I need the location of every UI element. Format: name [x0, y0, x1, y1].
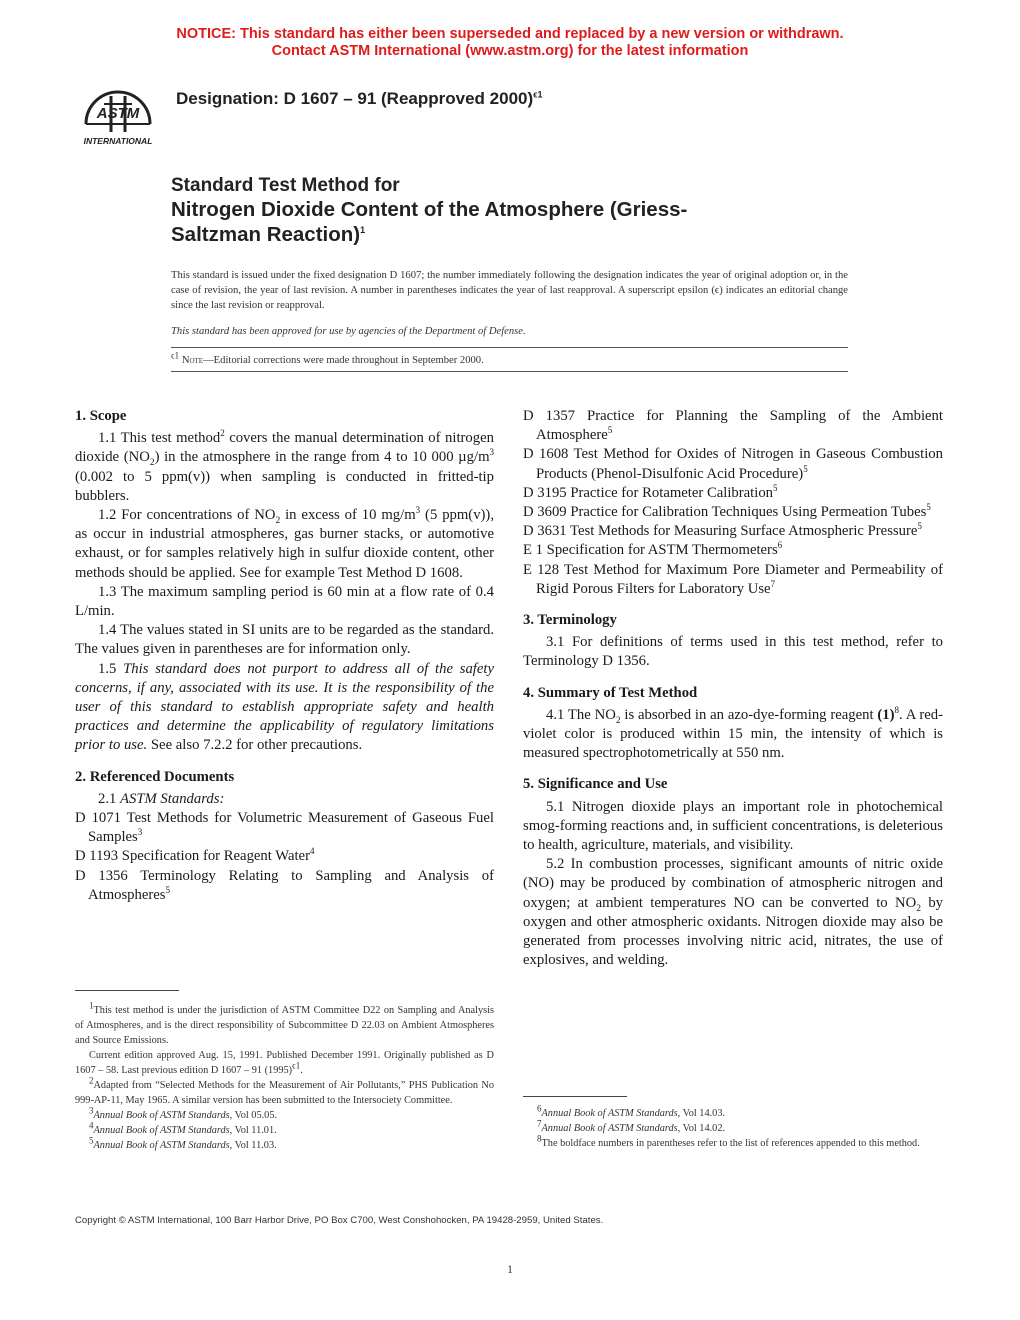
- notice-line-2: Contact ASTM International (www.astm.org) for the latest information: [271, 43, 749, 59]
- footnote-1: $^1$This test method is under the jurisdiction of ASTM Committee D22 on Sampling and Analysis of Atmospheres, and is the direct responsibility of Subcommittee D 22.03 on Ambient Atmospheres and Source Emissions.: [75, 1000, 494, 1046]
- footnote-1-edition: Current edition approved Aug. 15, 1991. Published December 1991. Originally published as D 1607 – 58. Last previous edition D 1607 – 91 $(1995)^{\epsilon 1}$.: [75, 1050, 494, 1076]
- logo-subtext: INTERNATIONAL: [83, 136, 153, 146]
- astm-international-logo: [76, 74, 160, 150]
- supersede-notice: [0, 26, 1020, 60]
- footnote-2: $^2$Adapted from “Selected Methods for the Measurement of Air Pollutants,” PHS Publication No 999-AP-11, May 1965. A similar version has been submitted to the Intersociety Committee.: [75, 1075, 494, 1106]
- title-line-3: Saltzman Reaction): [171, 223, 361, 246]
- footnote-7: $^7$Annual Book of ASTM Standards, Vol 14.02.: [537, 1118, 726, 1134]
- header-divider-bottom: [171, 371, 848, 372]
- editorial-epsilon-mark: ϵ1: [171, 350, 180, 361]
- reference-item: D 1357 Practice for Planning the Sampling of the Ambient Atmosphere$^5$: [523, 408, 943, 444]
- paragraph-1-2: 1.2 For concentrations of $NO_2$ in excess of 10 $mg/m^3$ (5 ppm(v)), as occur in industrial atmospheres, gas burner stacks, or automotive exhaust, or for samples relatively high in sulfur dioxide content, other methods should be applied. See for example Test Method D 1608.: [75, 505, 494, 581]
- document-title: [171, 175, 861, 247]
- editorial-note-text: —Editorial corrections were made throughout in September 2000.: [203, 355, 484, 366]
- section-heading-summary: 4. Summary of Test Method: [523, 684, 698, 701]
- right-column: [523, 407, 943, 970]
- paragraph-1-5: 1.5 This standard does not purport to address all of the safety concerns, if any, associated with its use. It is the responsibility of the user of this standard to establish appropriate safety and health practices and determine the applicability of regulatory limitations prior to use. See also 7.2.2 for other precautions.: [75, 660, 495, 754]
- footnote-rule-left: [75, 990, 179, 991]
- paragraph-5-2: 5.2 In combustion processes, significant amounts of nitric oxide (NO) may be produced by combination of atmospheric nitrogen and oxygen; at ambient temperatures NO can be converted to $NO_2$ by oxygen and other atmospheric oxidants. Nitrogen dioxide may also be generated from processes involving nitric acid, nitrates, the use of explosives, and welding.: [523, 856, 944, 969]
- paragraph-3-1: 3.1 For definitions of terms used in this test method, refer to Terminology D 1356.: [523, 634, 943, 670]
- reference-item: D 1356 Terminology Relating to Sampling and Analysis of Atmospheres$^5$: [75, 867, 494, 903]
- footnotes-right: [523, 1103, 943, 1151]
- footnote-4: $^4$Annual Book of ASTM Standards, Vol 11.01.: [89, 1120, 277, 1136]
- footnote-rule-right: [523, 1096, 627, 1097]
- title-line-2: Nitrogen Dioxide Content of the Atmosphere (Griess-: [171, 198, 688, 221]
- section-heading-scope: 1. Scope: [75, 408, 127, 424]
- section-heading-significance: 5. Significance and Use: [523, 776, 668, 793]
- page-number: 1: [507, 1262, 513, 1276]
- section-heading-terminology: 3. Terminology: [523, 612, 617, 629]
- editorial-note: [171, 350, 848, 366]
- reference-item: E 128 Test Method for Maximum Pore Diameter and Permeability of Rigid Porous Filters for Laboratory Use$^7$: [523, 561, 943, 597]
- paragraph-1-4: 1.4 The values stated in SI units are to be regarded as the standard. The values given in parentheses are for information only.: [75, 622, 494, 658]
- copyright-line: Copyright © ASTM International, 100 Barr Harbor Drive, PO Box C700, West Conshohocken, PA 19428-2959, United States.: [75, 1215, 604, 1226]
- title-footnote-mark: 1: [360, 225, 366, 236]
- section-heading-referenced-documents: 2. Referenced Documents: [75, 768, 235, 785]
- logo-text: ASTM: [96, 105, 140, 122]
- reference-item: D 1071 Test Methods for Volumetric Measurement of Gaseous Fuel Samples$^3$: [75, 810, 494, 846]
- footnotes-left: [75, 1000, 494, 1153]
- footnote-6: $^6$Annual Book of ASTM Standards, Vol 14.03.: [537, 1103, 726, 1119]
- designation-boilerplate: This standard is issued under the fixed designation D 1607; the number immediately following the designation indicates the year of original adoption or, in the case of revision, the year of last revision. A number in parentheses indicates the year of last reapproval. A superscript epsilon (ϵ) indicates an editorial change since the last revision or reapproval.: [171, 270, 848, 311]
- reference-item: D 3631 Test Methods for Measuring Surface Atmospheric Pressure$^5$: [523, 521, 922, 540]
- astm-logo-icon: [76, 74, 160, 150]
- reference-item: D 1193 Specification for Reagent Water$^4$: [75, 846, 315, 865]
- reference-item: D 1608 Test Method for Oxides of Nitrogen in Gaseous Combustion Products (Phenol-Disulfonic Acid Procedure)$^5$: [523, 446, 943, 482]
- reference-item: D 3609 Practice for Calibration Techniques Using Permeation Tubes$^5$: [523, 502, 931, 521]
- footnote-8: $^8$The boldface numbers in parentheses refer to the list of references appended to this method.: [537, 1133, 920, 1149]
- paragraph-4-1: 4.1 The $NO_2$ is absorbed in an azo-dye-forming reagent $(1)^8$. A red-violet color is produced within 15 min, the intensity of which is measured spectrophotometrically at 550 nm.: [523, 704, 944, 762]
- designation-label: Designation: D 1607 – 91 (Reapproved 2000): [176, 89, 534, 108]
- notice-line-1: NOTICE: This standard has either been superseded and replaced by a new version or withdrawn.: [176, 26, 844, 42]
- paragraph-1-3: 1.3 The maximum sampling period is 60 min at a flow rate of 0.4 L/min.: [75, 583, 494, 620]
- editorial-note-label: Note: [181, 355, 204, 366]
- reference-item: D 3195 Practice for Rotameter Calibration$^5$: [523, 482, 778, 501]
- header-divider-top: [171, 347, 848, 348]
- left-column: [75, 407, 494, 905]
- dod-approval-note: This standard has been approved for use by agencies of the Department of Defense.: [171, 326, 526, 337]
- reference-item: E 1 Specification for ASTM Thermometers$^6$: [523, 540, 783, 559]
- paragraph-1-1: 1.1 This test method$^2$ covers the manual determination of nitrogen dioxide $(NO_2)$ in the atmosphere in the range from 4 to 10 000 $\mu g/m^3$ (0.002 to 5 ppm(v)) when sampling is conducted in fritted-tip bubblers.: [75, 428, 494, 504]
- paragraph-5-1: 5.1 Nitrogen dioxide plays an important role in photochemical smog-forming reactions and, in sufficient concentrations, is deleterious to health, agriculture, materials, and visibility.: [523, 798, 943, 854]
- paragraph-2-1: 2.1 ASTM Standards:: [98, 790, 225, 807]
- footnote-3: $^3$Annual Book of ASTM Standards, Vol 05.05.: [89, 1105, 278, 1121]
- footnote-5: $^5$Annual Book of ASTM Standards, Vol 11.03.: [89, 1135, 277, 1151]
- title-line-1: Standard Test Method for: [171, 175, 400, 196]
- designation: [176, 89, 542, 109]
- designation-epsilon-mark: ϵ1: [533, 89, 543, 100]
